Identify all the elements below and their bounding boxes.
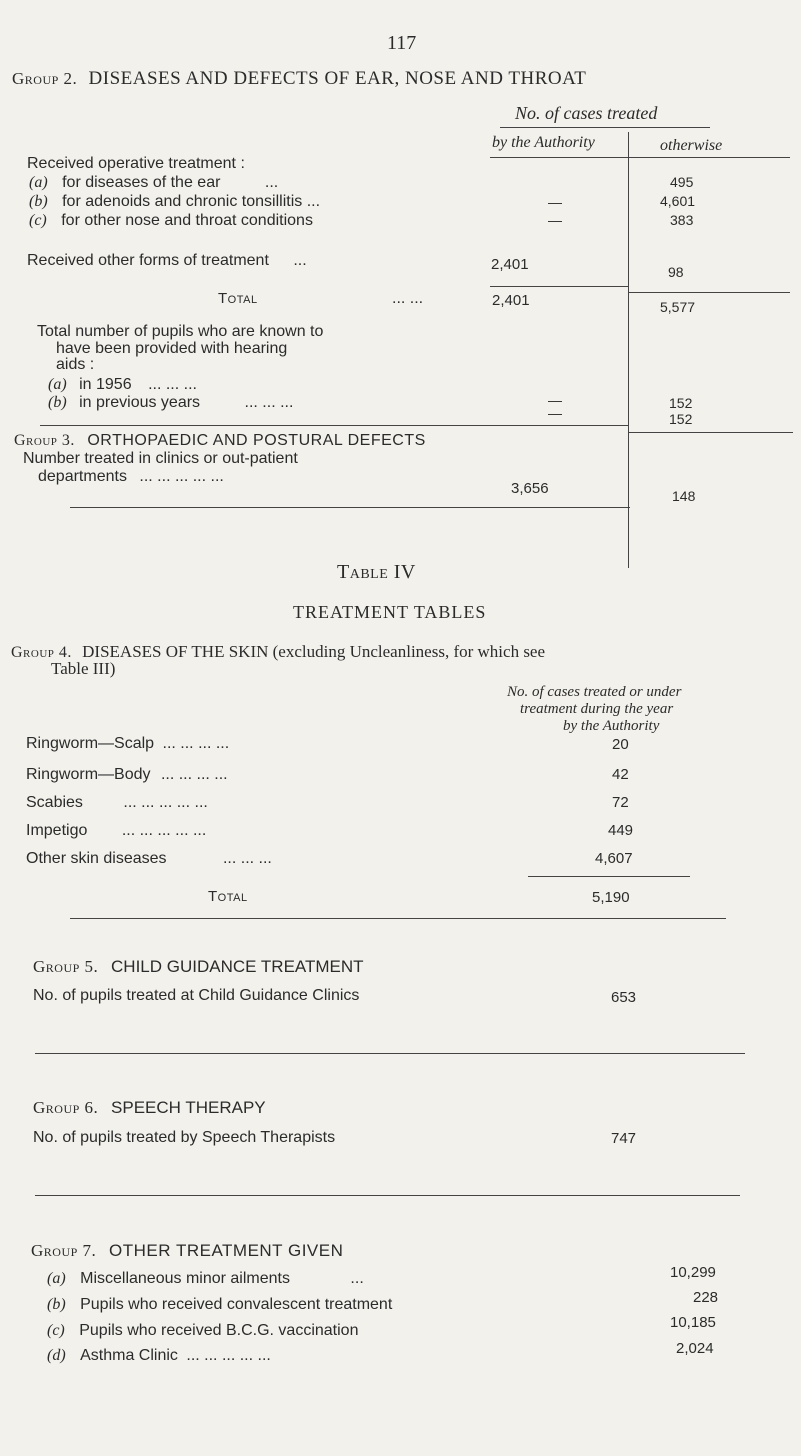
- skin-value-ringworm-scalp: 20: [612, 736, 629, 753]
- skin-row-ringworm-body: [26, 766, 228, 784]
- total-authority: 2,401: [492, 292, 530, 309]
- hearing-1956-otherwise: 152: [669, 395, 693, 411]
- group6-title: SPEECH THERAPY: [111, 1098, 266, 1117]
- group7-prefix: Group 7.: [31, 1241, 97, 1260]
- other-value-convalescent: 228: [693, 1289, 719, 1306]
- group3-prefix: Group 3.: [14, 432, 75, 449]
- row-dots: ... ... ... ...: [160, 766, 228, 783]
- group4-total-label: Total: [208, 888, 248, 905]
- row-label: Impetigo: [26, 822, 88, 839]
- hearing-previous-row: [48, 394, 293, 412]
- group5-bottom-rule: [35, 1053, 745, 1054]
- row-dots: ...: [264, 174, 279, 191]
- row-dots: ...: [306, 193, 321, 210]
- adenoids-row: [29, 193, 320, 211]
- col-authority: by the Authority: [492, 134, 595, 151]
- total-rule-otherwise: [628, 292, 790, 293]
- group3-label-1: Number treated in clinics or out-patient: [23, 450, 298, 467]
- group7-title: OTHER TREATMENT GIVEN: [109, 1241, 344, 1260]
- other-value-bcg: 10,185: [670, 1314, 716, 1331]
- other-row-convalescent: [47, 1296, 392, 1314]
- table4-subtitle: TREATMENT TABLES: [293, 602, 487, 622]
- row-label: in previous years: [79, 394, 201, 411]
- row-dots: ... ... ...: [148, 376, 197, 393]
- group5-label: No. of pupils treated at Child Guidance Clinics: [33, 987, 360, 1004]
- row-marker: (d): [47, 1347, 66, 1364]
- skin-value-scabies: 72: [612, 794, 629, 811]
- page-number: 117: [387, 32, 417, 54]
- group2-title: DISEASES AND DEFECTS OF EAR, NOSE AND THROAT: [88, 68, 587, 89]
- row-marker: (b): [48, 394, 67, 411]
- group2-prefix: Group 2.: [12, 69, 78, 88]
- col-otherwise: otherwise: [660, 137, 723, 154]
- row-dots: ... ... ... ... ...: [186, 1347, 271, 1364]
- row-marker: (b): [29, 193, 48, 210]
- hearing-previous-otherwise: 152: [669, 411, 693, 427]
- hearing-label-1: Total number of pupils who are known to: [37, 323, 324, 340]
- row-dots: ... ... ...: [222, 850, 272, 867]
- other-row-minor-ailments: [47, 1270, 364, 1288]
- group3-label-2: [38, 468, 224, 486]
- group6-bottom-rule: [35, 1195, 740, 1196]
- skin-value-ringworm-body: 42: [612, 766, 629, 783]
- group4-total-value: 5,190: [592, 889, 630, 906]
- ear-otherwise: 495: [670, 174, 694, 190]
- skin-row-other: [26, 850, 272, 868]
- row-dots: ... ... ...: [244, 394, 294, 411]
- skin-row-impetigo: [26, 822, 206, 840]
- group3-bottom-rule: [70, 507, 630, 508]
- row-marker: (c): [29, 212, 47, 229]
- ear-row: [29, 174, 278, 192]
- skin-value-impetigo: 449: [608, 822, 634, 839]
- row-label: Ringworm—Scalp: [26, 735, 155, 752]
- group4-bottom-rule: [70, 918, 726, 919]
- group3-title: ORTHOPAEDIC AND POSTURAL DEFECTS: [87, 432, 426, 449]
- hearing-label-3: aids :: [56, 356, 95, 373]
- total-otherwise: 5,577: [660, 299, 696, 315]
- group6-label: No. of pupils treated by Speech Therapists: [33, 1129, 336, 1146]
- row-label: Ringworm—Body: [26, 766, 151, 783]
- group2-bottom-rule-right: [628, 432, 793, 433]
- group2-heading: [12, 68, 586, 90]
- group5-heading: [33, 957, 364, 977]
- adenoids-authority: —: [548, 194, 562, 210]
- row-label: Miscellaneous minor ailments: [80, 1270, 290, 1287]
- operative-label: Received operative treatment :: [27, 155, 245, 172]
- hearing-1956-authority: —: [548, 392, 562, 408]
- row-label: Asthma Clinic: [80, 1347, 178, 1364]
- group4-title: DISEASES OF THE SKIN (excluding Uncleanliness, for which see: [82, 642, 546, 661]
- row-label: for other nose and throat conditions: [61, 212, 313, 229]
- total-rule-authority: [490, 286, 628, 287]
- hearing-previous-authority: —: [548, 405, 562, 421]
- column-divider: [628, 132, 629, 568]
- group2-total-label: Total: [218, 290, 258, 307]
- other-row-bcg: [47, 1322, 358, 1340]
- other-value-minor-ailments: 10,299: [670, 1264, 716, 1281]
- adenoids-otherwise: 4,601: [660, 193, 696, 209]
- col-header-underline: [490, 157, 790, 158]
- skin-row-scabies: [26, 794, 208, 812]
- group4-total-rule: [528, 876, 690, 877]
- row-label: in 1956: [79, 376, 132, 393]
- group4-col-header-1: No. of cases treated or under: [507, 684, 682, 700]
- row-dots: ...: [350, 1270, 364, 1287]
- group4-prefix: Group 4.: [11, 644, 72, 661]
- row-label: Pupils who received convalescent treatment: [80, 1296, 393, 1313]
- row-label: Scabies: [26, 794, 83, 811]
- row-dots: ... ... ... ... ...: [121, 822, 207, 839]
- other-value-asthma: 2,024: [676, 1340, 714, 1357]
- row-marker: (a): [47, 1270, 66, 1287]
- hearing-1956-row: [48, 376, 197, 394]
- group2-col-header: No. of cases treated: [515, 103, 658, 123]
- group2-total-dots: ... ...: [392, 290, 424, 307]
- row-marker: (b): [47, 1296, 66, 1313]
- nose-throat-authority: —: [548, 212, 562, 228]
- nose-throat-otherwise: 383: [670, 212, 694, 228]
- hearing-label-2: have been provided with hearing: [56, 340, 288, 357]
- row-dots: ...: [293, 252, 307, 269]
- group6-value: 747: [611, 1130, 637, 1147]
- table4-title: Table IV: [337, 561, 416, 583]
- row-label: departments: [38, 468, 127, 485]
- col-header-rule: [500, 127, 710, 128]
- group5-value: 653: [611, 989, 637, 1006]
- group5-prefix: Group 5.: [33, 957, 99, 976]
- group6-heading: [33, 1098, 266, 1118]
- other-otherwise: 98: [668, 264, 684, 280]
- row-marker: (c): [47, 1322, 65, 1339]
- row-dots: ... ... ... ... ...: [139, 468, 224, 485]
- row-dots: ... ... ... ...: [162, 735, 230, 752]
- skin-row-ringworm-scalp: [26, 735, 229, 753]
- group6-prefix: Group 6.: [33, 1098, 99, 1117]
- other-authority: 2,401: [491, 256, 529, 273]
- group2-bottom-rule: [40, 425, 628, 426]
- group5-title: CHILD GUIDANCE TREATMENT: [111, 957, 364, 976]
- nose-throat-row: [29, 212, 313, 230]
- row-dots: ... ... ... ... ...: [123, 794, 208, 811]
- group4-title-2: Table III): [51, 659, 116, 678]
- group4-col-header-3: by the Authority: [563, 718, 660, 734]
- group4-col-header-2: treatment during the year: [520, 701, 674, 717]
- row-label: for adenoids and chronic tonsillitis: [62, 193, 303, 210]
- row-label: Other skin diseases: [26, 850, 167, 867]
- other-treatment-row: [27, 252, 307, 270]
- group3-heading: [14, 432, 426, 450]
- row-marker: (a): [48, 376, 67, 393]
- group3-authority: 3,656: [511, 480, 549, 497]
- row-label: Received other forms of treatment: [27, 252, 269, 269]
- row-marker: (a): [29, 174, 48, 191]
- group7-heading: [31, 1241, 343, 1261]
- skin-value-other: 4,607: [595, 850, 633, 867]
- row-label: for diseases of the ear: [62, 174, 221, 191]
- other-row-asthma: [47, 1347, 271, 1365]
- group3-otherwise: 148: [672, 488, 696, 504]
- row-label: Pupils who received B.C.G. vaccination: [79, 1322, 359, 1339]
